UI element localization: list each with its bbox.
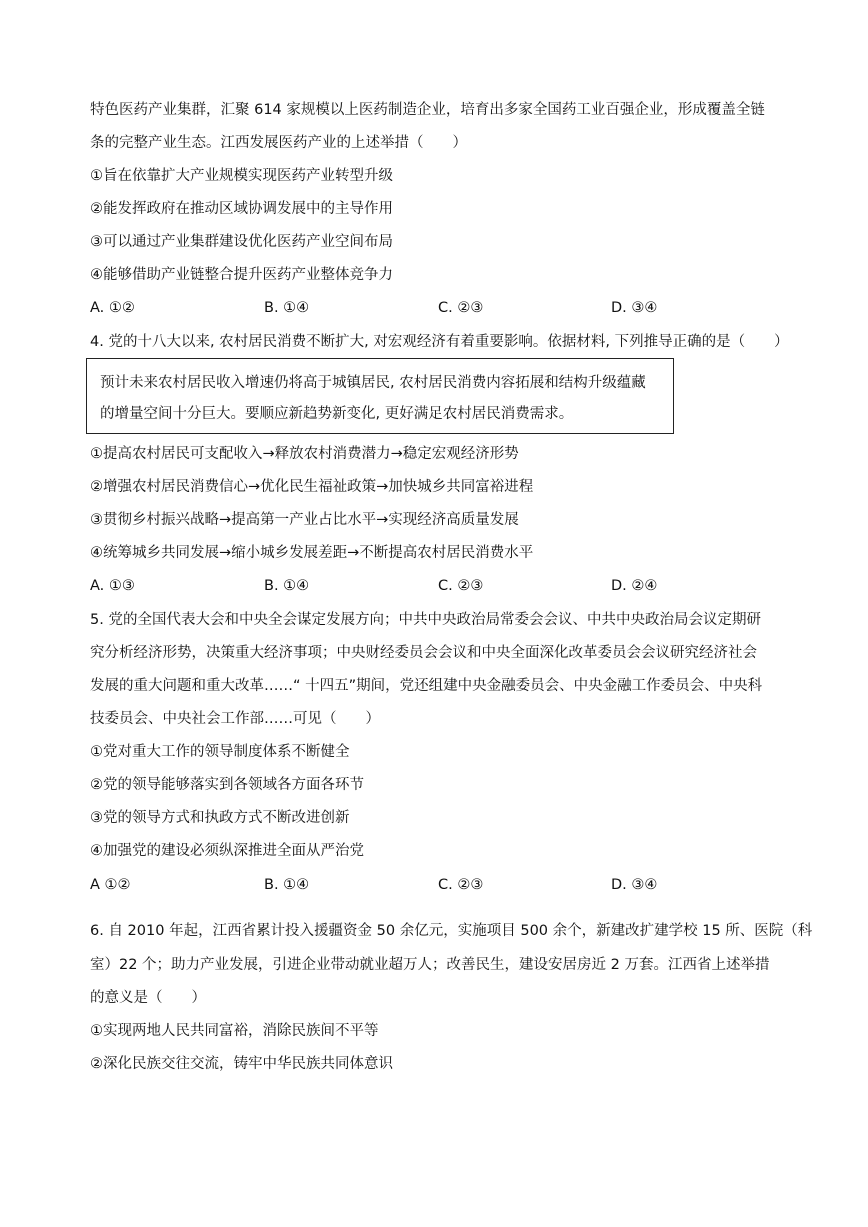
- q4-material-line: 的增量空间十分巨大。要顺应新趋势新变化, 更好满足农村居民消费需求。: [100, 406, 574, 422]
- q3-option-c: C. ②③: [438, 300, 484, 316]
- q3-statement: ③可以通过产业集群建设优化医药产业空间布局: [90, 234, 393, 250]
- q5-option-c: C. ②③: [438, 877, 484, 893]
- q4-option-a: A. ①③: [90, 578, 135, 594]
- q4-statement: ④统筹城乡共同发展→缩小城乡发展差距→不断提高农村居民消费水平: [90, 545, 534, 561]
- q5-statement: ③党的领导方式和执政方式不断改进创新: [90, 810, 350, 826]
- q4-material-line: 预计未来农村居民收入增速仍将高于城镇居民, 农村居民消费内容拓展和结构升级蕴藏: [100, 375, 646, 391]
- q5-option-b: B. ①④: [264, 877, 310, 893]
- q5-option-a: A ①②: [90, 877, 131, 893]
- q3-option-a: A. ①②: [90, 300, 135, 316]
- q5-stem-line: 究分析经济形势，决策重大经济事项；中央财经委员会会议和中央全面深化改革委员会会议研究经济社会: [90, 645, 757, 661]
- q6-stem-line: 的意义是（ ）: [90, 990, 206, 1006]
- q6-statement: ②深化民族交往交流，铸牢中华民族共同体意识: [90, 1056, 393, 1072]
- q3-statement: ①旨在依靠扩大产业规模实现医药产业转型升级: [90, 168, 393, 184]
- q4-option-d: D. ②④: [611, 578, 658, 594]
- q5-stem-line: 技委员会、中央社会工作部……可见（ ）: [90, 711, 380, 727]
- q4-option-c: C. ②③: [438, 578, 484, 594]
- q4-statement: ③贯彻乡村振兴战略→提高第一产业占比水平→实现经济高质量发展: [90, 512, 519, 528]
- q3-option-d: D. ③④: [611, 300, 658, 316]
- q3-statement: ②能发挥政府在推动区域协调发展中的主导作用: [90, 201, 393, 217]
- q5-stem-line: 5. 党的全国代表大会和中央全会谋定发展方向；中共中央政治局常委会会议、中共中央政治局会议定期研: [90, 612, 761, 628]
- q6-statement: ①实现两地人民共同富裕，消除民族间不平等: [90, 1023, 379, 1039]
- q5-stem-line: 发展的重大问题和重大改革……“ 十四五”期间，党还组建中央金融委员会、中央金融工作委员会、中央科: [90, 678, 763, 694]
- q6-stem-line: 室）22 个；助力产业发展，引进企业带动就业超万人；改善民生，建设安居房近 2 万套。江西省上述举措: [90, 957, 770, 973]
- q5-statement: ④加强党的建设必须纵深推进全面从严治党: [90, 843, 364, 859]
- q4-material-box: [86, 358, 674, 434]
- q4-stem: 4. 党的十八大以来, 农村居民消费不断扩大, 对宏观经济有着重要影响。依据材料, 下列推导正确的是（ ）: [90, 334, 789, 350]
- q3-option-b: B. ①④: [264, 300, 310, 316]
- q5-statement: ②党的领导能够落实到各领域各方面各环节: [90, 777, 364, 793]
- q4-statement: ②增强农村居民消费信心→优化民生福祉政策→加快城乡共同富裕进程: [90, 479, 534, 495]
- q4-statement: ①提高农村居民可支配收入→释放农村消费潜力→稳定宏观经济形势: [90, 446, 519, 462]
- q5-option-d: D. ③④: [611, 877, 658, 893]
- q5-statement: ①党对重大工作的领导制度体系不断健全: [90, 744, 350, 760]
- q3-statement: ④能够借助产业链整合提升医药产业整体竞争力: [90, 267, 393, 283]
- q3-stem-line: 条的完整产业生态。江西发展医药产业的上述举措（ ）: [90, 135, 467, 151]
- q4-option-b: B. ①④: [264, 578, 310, 594]
- q6-stem-line: 6. 自 2010 年起，江西省累计投入援疆资金 50 余亿元，实施项目 500 余个，新建改扩建学校 15 所、医院（科: [90, 923, 813, 939]
- q3-stem-line: 特色医药产业集群，汇聚 614 家规模以上医药制造企业，培育出多家全国药工业百强企业，形成覆盖全链: [90, 102, 765, 118]
